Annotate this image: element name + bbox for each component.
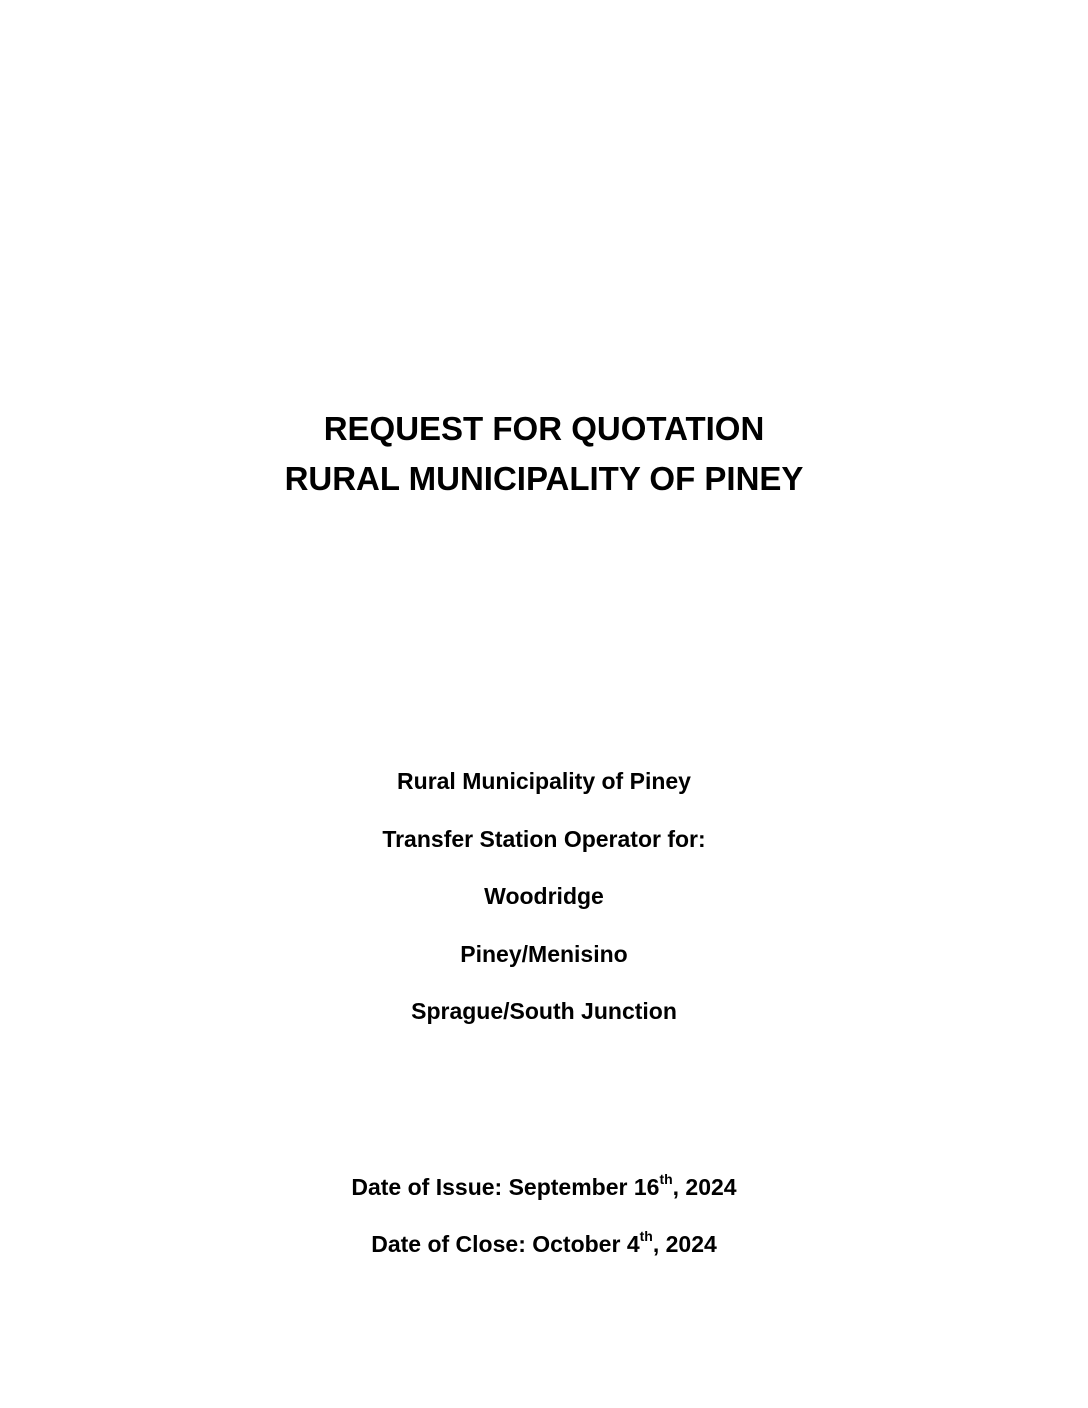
title-line-municipality: RURAL MUNICIPALITY OF PINEY — [284, 460, 804, 497]
title-line-request: REQUEST FOR QUOTATION — [323, 410, 765, 447]
date-of-close — [0, 1229, 1088, 1259]
date-of-issue — [0, 1172, 1088, 1202]
organization-name: Rural Municipality of Piney — [397, 768, 691, 794]
date-of-close-year: , 2024 — [652, 1231, 717, 1257]
date-of-issue-ordinal: th — [659, 1171, 673, 1188]
document-title — [0, 404, 1088, 504]
date-of-issue-year: , 2024 — [672, 1174, 737, 1200]
date-of-close-ordinal: th — [639, 1228, 653, 1245]
location-piney-menisino: Piney/Menisino — [460, 940, 628, 967]
key-dates — [0, 1172, 1088, 1286]
operator-role: Transfer Station Operator for: — [382, 825, 706, 852]
date-of-issue-text: Date of Issue: September 16 — [351, 1174, 660, 1200]
date-of-close-text: Date of Close: October 4 — [371, 1231, 640, 1257]
location-sprague-south-junction: Sprague/South Junction — [411, 998, 677, 1024]
quotation-info — [0, 766, 1088, 1054]
location-woodridge: Woodridge — [484, 883, 604, 909]
